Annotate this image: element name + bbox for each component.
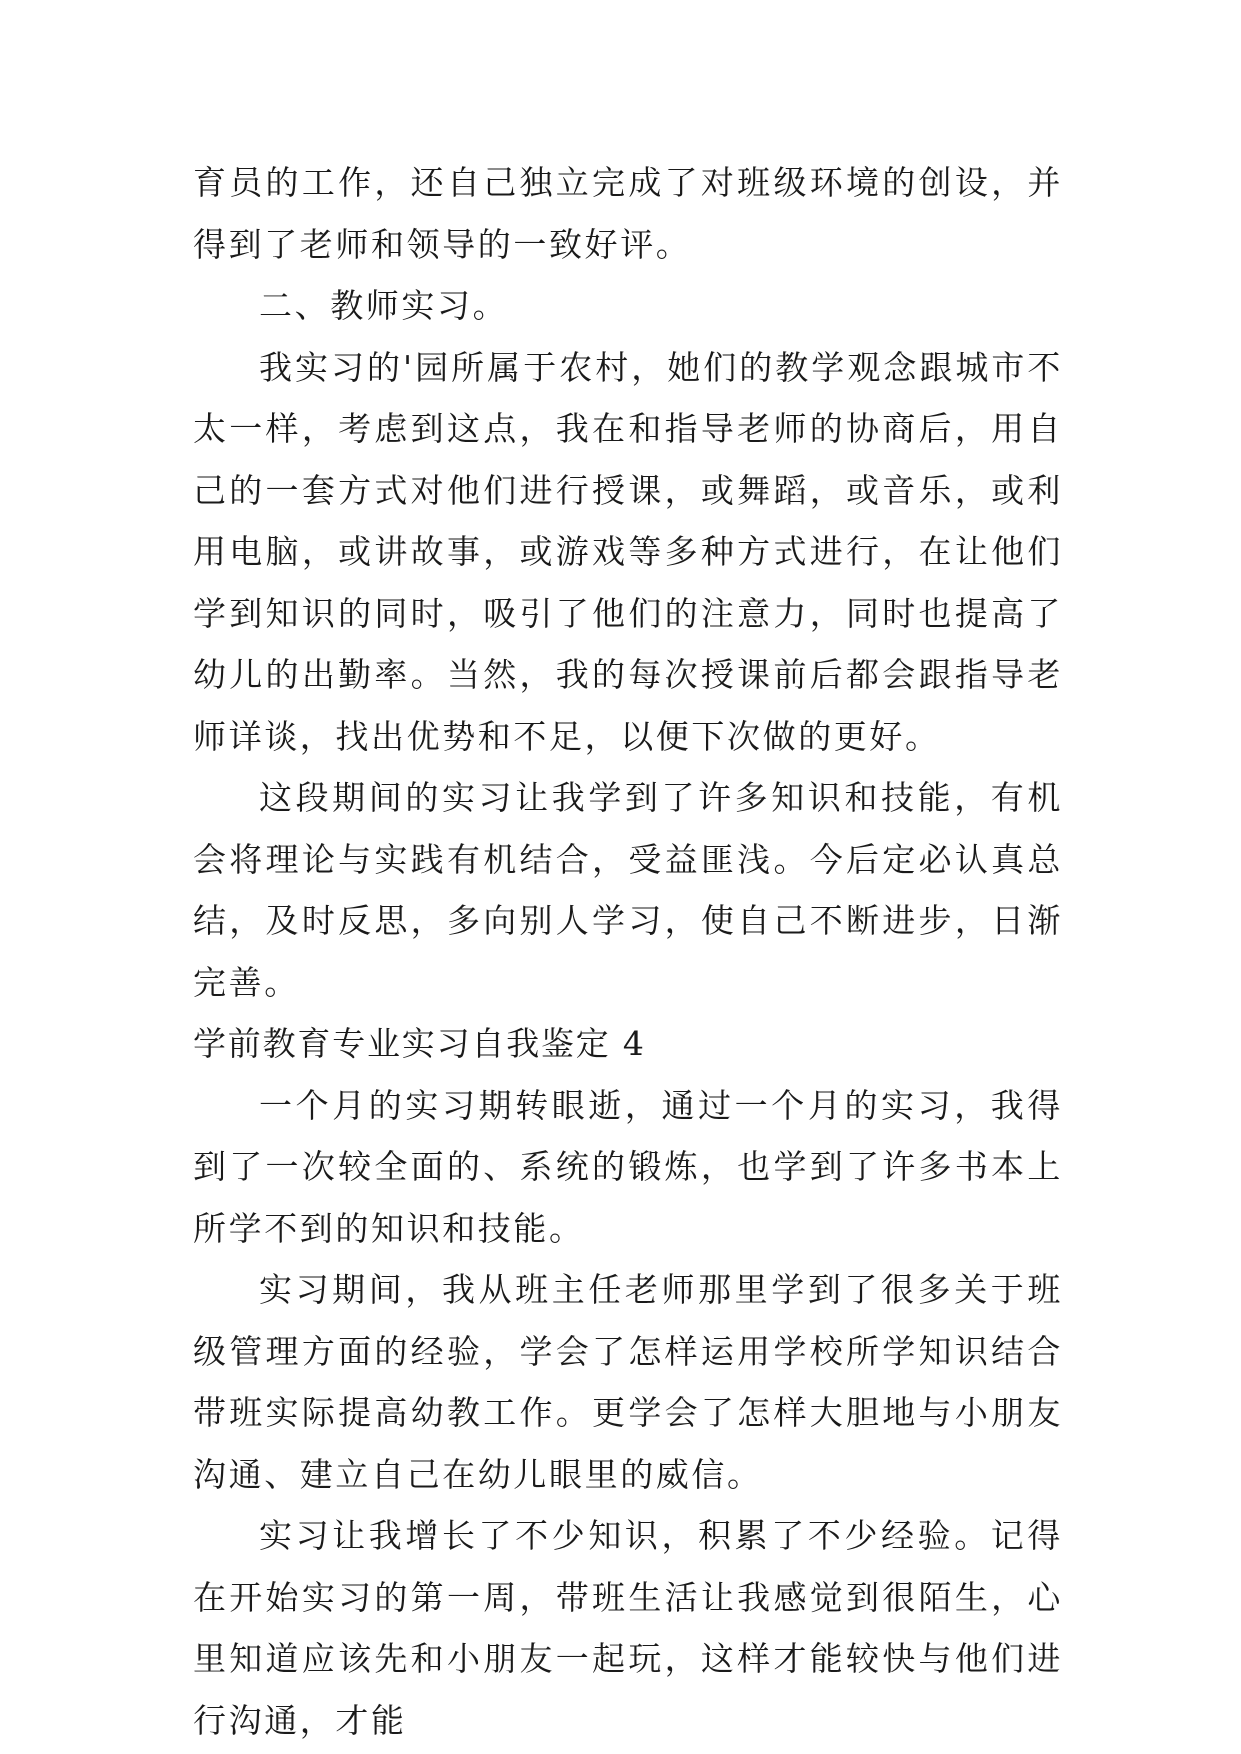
- paragraph: 实习让我增长了不少知识，积累了不少经验。记得在开始实习的第一周，带班生活让我感觉到很陌生，心里知道应该先和小朋友一起玩，这样才能较快与他们进行沟通，才能: [193, 1516, 1063, 1740]
- document-body: [193, 152, 1063, 1751]
- paragraph: 这段期间的实习让我学到了许多知识和技能，有机会将理论与实践有机结合，受益匪浅。今后定必认真总结，及时反思，多向别人学习，使自己不断进步，日渐完善。: [193, 778, 1063, 1002]
- document-section-title: 学前教育专业实习自我鉴定 4: [193, 1024, 646, 1063]
- paragraph-continued: 育员的工作，还自己独立完成了对班级环境的创设，并得到了老师和领导的一致好评。: [193, 163, 1063, 264]
- section-heading-teacher-internship: 二、教师实习。: [259, 286, 509, 325]
- paragraph: 我实习的'园所属于农村，她们的教学观念跟城市不太一样，考虑到这点，我在和指导老师的协商后，用自己的一套方式对他们进行授课，或舞蹈，或音乐，或利用电脑，或讲故事，或游戏等多种方式进行，在让他们学到知识的同时，吸引了他们的注意力，同时也提高了幼儿的出勤率。当然，我的每次授课前后都会跟指导老师详谈，找出优势和不足，以便下次做的更好。: [193, 347, 1063, 756]
- paragraph: 实习期间，我从班主任老师那里学到了很多关于班级管理方面的经验，学会了怎样运用学校所学知识结合带班实际提高幼教工作。更学会了怎样大胆地与小朋友沟通、建立自己在幼儿眼里的威信。: [193, 1270, 1063, 1494]
- paragraph: 一个月的实习期转眼逝，通过一个月的实习，我得到了一次较全面的、系统的锻炼，也学到了许多书本上所学不到的知识和技能。: [193, 1085, 1063, 1248]
